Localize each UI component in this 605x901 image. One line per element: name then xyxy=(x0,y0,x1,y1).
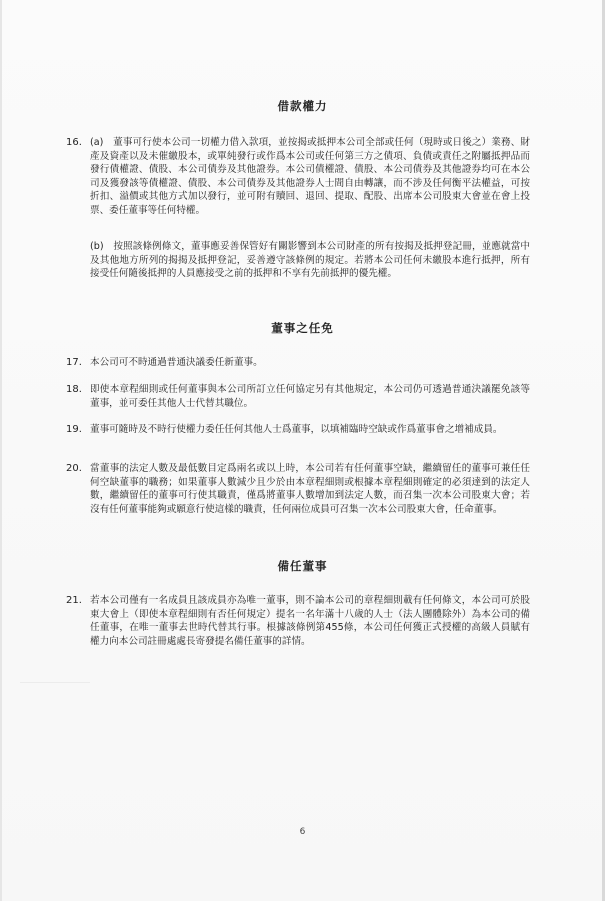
clause-20-text: 當董事的法定人數及最低數目定爲兩名或以上時，本公司若有任何董事空缺，繼續留任的董事可兼任任何空缺董事的職務；如果董事人數減少且少於由本章程細則或根據本章程細則確定的必須達到的法定人數，繼續留任的董事可行使其職責，僅爲將董事人數增加到法定人數，而召集一次本公司股東大會；若沒有任何董事能夠或願意行使這樣的職責，任何兩位成員可召集一次本公司股東大會，任命董事。 xyxy=(90,463,530,515)
heading-alternate-director: 備任董事 xyxy=(277,559,328,573)
clause-18-text: 即使本章程細則或任何董事與本公司所訂立任何協定另有其他規定，本公司仍可透過普通決議罷免該等董事，並可委任其他人士代替其職位。 xyxy=(90,384,530,409)
clause-number: 21. xyxy=(66,595,82,606)
clause-16a-text: (a) 董事可行使本公司一切權力借入款項，並按揭或抵押本公司全部或任何（現時或日後之）業務、財產及資產以及未催繳股本，或單純發行或作爲本公司或任何第三方之債項、負債或責任之附屬抵押品而發行債權證、債股、本公司債券及其他證券。本公司債權證、債股、本公司債券及其他證券均可在本公司及獲發該等債權證、債股、本公司債券及其他證券人士間自由轉讓，而不涉及任何衡平法權益，可按折扣、溢價或其他方式加以發行，並可附有贖回、退回、提取、配股、出席本公司股東大會並在會上投票、委任董事等任何特權。 xyxy=(90,137,530,216)
page-number: 6 xyxy=(299,827,306,837)
clause-17-text: 本公司可不時通過普通決議委任新董事。 xyxy=(90,357,263,368)
heading-borrowing-powers: 借款權力 xyxy=(277,99,328,113)
clause-number: 20. xyxy=(66,463,82,474)
scan-artifact xyxy=(20,682,90,683)
clause-19-text: 董事可隨時及不時行使權力委任任何其他人士爲董事，以填補臨時空缺或作爲董事會之增補成員。 xyxy=(90,424,503,435)
clause-number: 16. xyxy=(66,137,82,148)
clause-number: 19. xyxy=(66,424,82,435)
scan-edge-left xyxy=(0,0,2,901)
clause-16b-text: (b) 按照該條例條文，董事應妥善保管好有關影響到本公司財產的所有按揭及抵押登記冊，並應就當中及其他地方所列的揭揭及抵押登記，妥善遵守該條例的規定。若將本公司任何未繳股本進行抵押，所有接受任何隨後抵押的人員應接受之前的抵押和不享有先前抵押的優先權。 xyxy=(90,241,530,280)
clause-21-text: 若本公司僅有一名成員且該成員亦為唯一董事，則不論本公司的章程細則載有任何條文，本公司可於股東大會上（即使本章程細則有否任何規定）提名一名年滿十八歲的人士（法人團體除外）為本公司的備任董事，在唯一董事去世時代替其行事。根據該條例第455條，本公司任何獲正式授權的高級人員賦有權力向本公司註冊處處長寄發提名備任董事的詳情。 xyxy=(90,595,530,647)
heading-appointment-removal: 董事之任免 xyxy=(271,321,334,335)
clause-number: 18. xyxy=(66,384,82,395)
clause-number: 17. xyxy=(66,357,82,368)
